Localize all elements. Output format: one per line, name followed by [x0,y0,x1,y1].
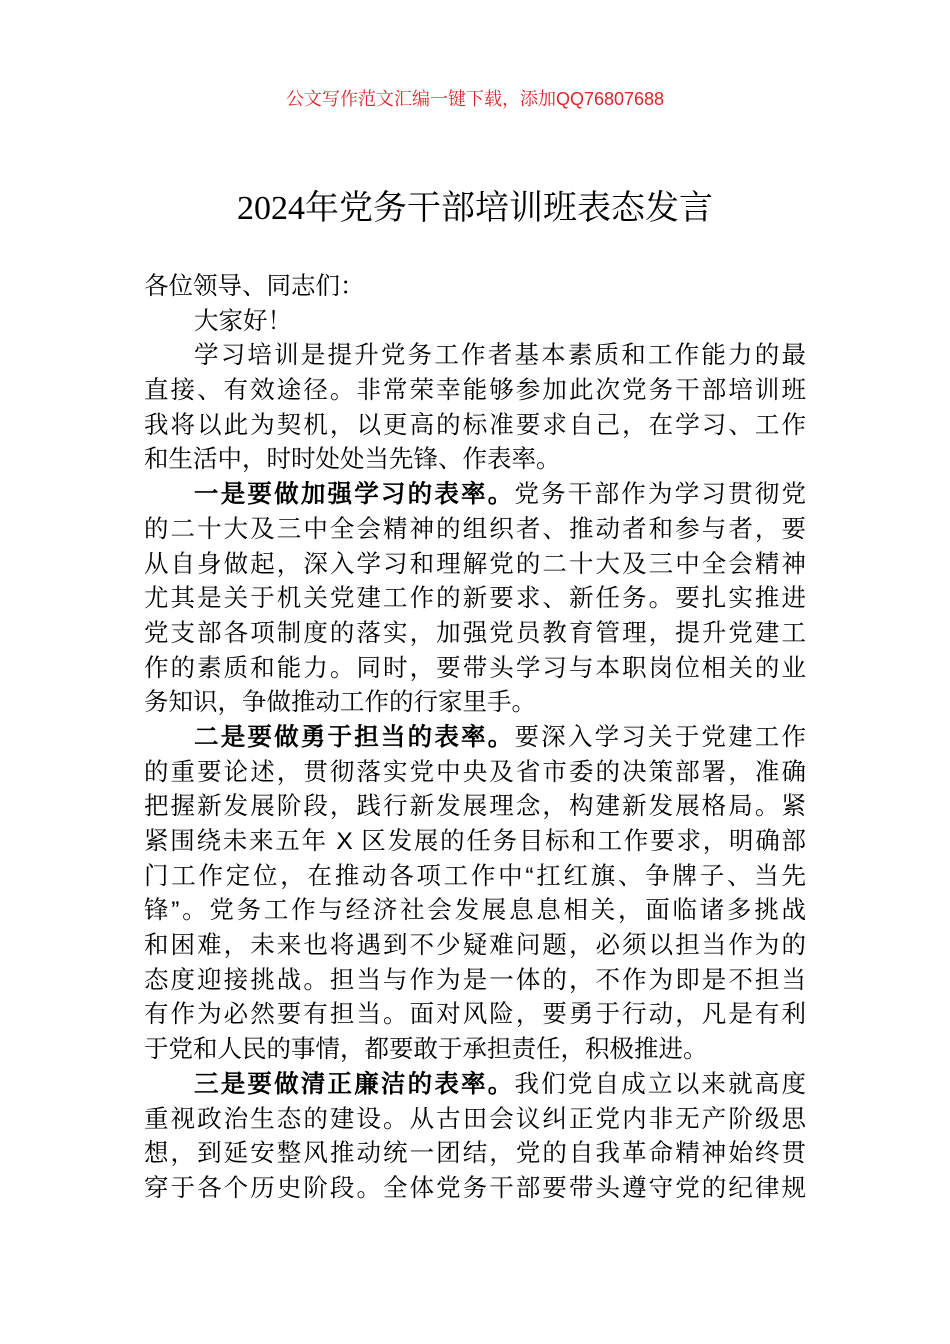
text-line [144,478,806,513]
text-line [144,721,806,756]
text-line [144,1137,806,1172]
text-line [144,686,806,721]
line-text: 的二十大及三中全会精神的组织者、推动者和参与者，要 [144,515,806,543]
line-text: 党支部各项制度的落实，加强党员教育管理，提升党建工 [144,619,806,647]
line-text: 于党和人民的事情，都要敢于承担责任，积极推进。 [144,1036,708,1064]
line-text: 各位领导、同志们： [144,273,365,300]
text-line [144,929,806,964]
line-text: 党务干部作为学习贯彻党 [514,481,807,509]
line-text: 穿于各个历史阶段。全体党务干部要带头遵守党的纪律规 [144,1174,806,1202]
text-line [144,548,806,583]
text-line [144,894,806,929]
line-text: 紧围绕未来五年 X 区发展的任务目标和工作要求，明确部 [144,828,806,855]
text-line [144,270,806,305]
document-title: 2024年党务干部培训班表态发言 [237,190,713,227]
bold-heading: 二是要做勇于担当的表率。 [194,723,515,751]
line-text: 的重要论述，贯彻落实党中央及省市委的决策部署，准确 [144,758,806,786]
text-line [144,582,806,617]
text-line [144,513,806,548]
text-line [144,1172,806,1207]
text-line [144,756,806,791]
text-line [144,790,806,825]
line-text: 从自身做起，深入学习和理解党的二十大及三中全会精神 [144,550,806,578]
text-line [144,443,806,478]
text-line [144,409,806,444]
line-text: 直接、有效途径。非常荣幸能够参加此次党务干部培训班 [144,377,806,405]
line-text: 门工作定位，在推动各项工作中“扛红旗、争牌子、当先 [144,862,806,890]
line-text: 要深入学习关于党建工作 [514,723,807,751]
line-text: 我们党自成立以来就高度 [514,1070,807,1098]
document-body [144,270,806,1207]
text-line [144,1068,806,1103]
line-text: 态度迎接挑战。担当与作为是一体的，不作为即是不担当 [144,966,806,994]
line-text: 学习培训是提升党务工作者基本素质和工作能力的最 [194,342,806,370]
text-line [144,964,806,999]
text-line [144,825,806,860]
text-line [144,860,806,895]
text-line [144,1033,806,1068]
line-text: 尤其是关于机关党建工作的新要求、新任务。要扎实推进 [144,585,806,613]
line-text: 务知识，争做推动工作的行家里手。 [144,689,536,717]
text-line [144,1103,806,1138]
line-text: 把握新发展阶段，践行新发展理念，构建新发展格局。紧 [144,793,806,821]
line-text: 重视政治生态的建设。从古田会议纠正党内非无产阶级思 [144,1105,806,1133]
line-text: 和困难，未来也将遇到不少疑难问题，必须以担当作为的 [144,932,806,960]
line-text: 想，到延安整风推动统一团结，党的自我革命精神始终贯 [144,1140,806,1168]
text-line [144,374,806,409]
line-text: 我将以此为契机，以更高的标准要求自己，在学习、工作 [144,411,806,439]
bold-heading: 一是要做加强学习的表率。 [194,481,515,509]
line-text: 和生活中，时时处处当先锋、作表率。 [144,446,561,474]
line-text: 大家好！ [194,307,292,335]
line-text: 锋”。党务工作与经济社会发展息息相关，面临诸多挑战 [144,897,806,925]
text-line [144,998,806,1033]
text-line [144,652,806,687]
watermark-header: 公文写作范文汇编一键下载，添加QQ76807688 [285,89,665,109]
bold-heading: 三是要做清正廉洁的表率。 [194,1070,515,1098]
text-line [144,617,806,652]
text-line [144,305,806,340]
line-text: 作的素质和能力。同时，要带头学习与本职岗位相关的业 [144,654,806,682]
line-text: 有作为必然要有担当。面对风险，要勇于行动，凡是有利 [144,1001,806,1029]
text-line [144,339,806,374]
